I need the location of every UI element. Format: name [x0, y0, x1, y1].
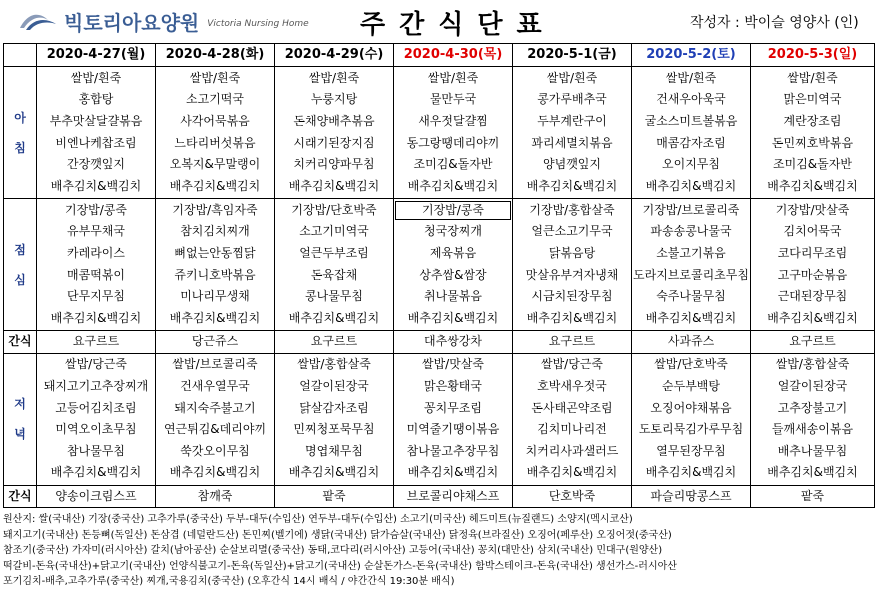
menu-item: 배추김치&백김치: [288, 178, 380, 193]
menu-item: 누룽지탕: [310, 92, 358, 107]
menu-item: 쌀밥/당근죽: [64, 357, 127, 372]
menu-item: 쌀밥/홍합살죽: [297, 357, 371, 372]
menu-item: 김치미나리전: [537, 422, 607, 437]
logo-wave-icon: [18, 8, 58, 34]
menu-item: 근대된장무침: [777, 289, 848, 304]
menu-item: 도라지브로콜리초무침: [633, 267, 749, 282]
menu-item: 콩나물무침: [305, 289, 363, 304]
menu-item: 배추김치&백김치: [526, 465, 618, 480]
menu-item: 콩가루배추국: [537, 92, 607, 107]
menu-item: 호박새우젓국: [537, 378, 607, 393]
menu-item: 배추김치&백김치: [169, 310, 261, 325]
menu-item: 소고기떡국: [186, 92, 244, 107]
menu-item: 단무지무침: [67, 289, 125, 304]
menu-item: 제육볶음: [429, 245, 477, 260]
dinner-cell-day-3: [394, 353, 513, 485]
menu-item: 배추김치&백김치: [645, 178, 737, 193]
menu-item: 돈사태곤약조림: [531, 400, 613, 415]
snack1-row: [4, 331, 875, 354]
menu-item: 기장밥/단호박죽: [291, 202, 377, 217]
logo-text: 빅토리아요양원: [64, 10, 200, 35]
menu-item: 맑은황태국: [424, 378, 482, 393]
menu-item: 배추김치&백김치: [767, 465, 858, 480]
snack1-cell-day-1: 당근쥬스: [156, 331, 275, 354]
menu-item: 미역줄기땡이볶음: [406, 422, 500, 437]
menu-item: 배추김치&백김치: [50, 178, 142, 193]
lunch-cell-day-0: [37, 199, 156, 331]
menu-item: 치커리사과샐러드: [525, 443, 619, 458]
snack2-cell-day-4: 단호박죽: [513, 485, 632, 508]
menu-item: 기장밥/맛살죽: [775, 202, 850, 217]
snack2-cell-day-6: 팥죽: [751, 485, 875, 508]
corner-cell: [4, 44, 37, 67]
menu-item: 꽁치무조림: [424, 400, 482, 415]
lunch-label: [4, 199, 37, 331]
menu-item: 쌀밥/단호박죽: [654, 357, 728, 372]
menu-item: 배추김치&백김치: [526, 310, 618, 325]
menu-item: 상추쌈&쌈장: [419, 267, 487, 282]
breakfast-cell-day-4: [513, 67, 632, 199]
menu-item: 건새우열무국: [180, 378, 250, 393]
menu-item: 배추김치&백김치: [50, 465, 142, 480]
menu-item: 김치어묵국: [783, 224, 842, 239]
menu-item: 건새우아욱국: [656, 92, 726, 107]
menu-item: 참나물무침: [67, 443, 125, 458]
menu-item: 돼지숙주불고기: [174, 400, 256, 415]
menu-item: 들깨새송이볶음: [771, 422, 854, 437]
note-line: 돼지고기(국내산) 돈등뼈(독일산) 돈삼겹 (네덜란드산) 돈민찌(벨기에) 생닭(국내산) 닭가슴살(국내산) 닭정육(브라질산) 오징어(페루산) 오징어젓(중국산): [3, 529, 672, 541]
menu-item: 쌀밥/흰죽: [70, 70, 122, 85]
snack2-row: [4, 485, 875, 508]
lunch-label-1: 점: [14, 242, 26, 257]
lunch-cell-day-1: [156, 199, 275, 331]
menu-table: [3, 43, 875, 508]
menu-item: 쌀밥/맛살죽: [421, 357, 484, 372]
menu-item: 배추김치&백김치: [645, 310, 737, 325]
menu-item: 굴소스미트볼볶음: [644, 113, 738, 128]
menu-item: 열무된장무침: [656, 443, 726, 458]
menu-item: 미역오이초무침: [55, 422, 137, 437]
menu-item: 치커리양파무침: [293, 157, 375, 172]
menu-item: 돈육잡채: [310, 267, 358, 282]
menu-item: 오이지무침: [662, 157, 720, 172]
menu-item: 오징어야채볶음: [650, 400, 732, 415]
menu-item: 맑은미역국: [783, 92, 842, 107]
menu-item: 순두부백탕: [662, 378, 720, 393]
menu-item: 민찌청포묵무침: [293, 422, 375, 437]
menu-item: 쌀밥/흰죽: [189, 70, 241, 85]
menu-item: 조미김&돌자반: [773, 157, 852, 172]
day-header-row: [4, 44, 875, 67]
dinner-cell-day-4: [513, 353, 632, 485]
menu-item: 연근튀김&데리야끼: [163, 422, 267, 437]
breakfast-cell-day-6: [751, 67, 875, 199]
lunch-cell-day-5: [632, 199, 751, 331]
day-header-2: 2020-4-29(수): [275, 44, 394, 67]
menu-item: 닭볶음탕: [548, 245, 596, 260]
menu-item: 고구마순볶음: [777, 267, 848, 282]
menu-item: 꽈리세멸치볶음: [531, 135, 613, 150]
menu-item: 쌀밥/당근죽: [540, 357, 603, 372]
lunch-cell-day-2: [275, 199, 394, 331]
menu-item: 청국장찌개: [424, 224, 482, 239]
menu-item: 참치김치찌개: [180, 224, 250, 239]
day-header-4: 2020-5-1(금): [513, 44, 632, 67]
snack2-label: 간식: [4, 485, 37, 508]
menu-item: 조미김&돌자반: [413, 157, 493, 172]
day-header-5: 2020-5-2(토): [632, 44, 751, 67]
breakfast-cell-day-0: [37, 67, 156, 199]
menu-item: 배추김치&백김치: [50, 310, 142, 325]
page-title: 주간식단표: [360, 10, 556, 40]
menu-item: 미나리무생채: [180, 289, 250, 304]
snack1-cell-day-5: 사과쥬스: [632, 331, 751, 354]
menu-item: 배추김치&백김치: [407, 465, 499, 480]
menu-item: 배추김치&백김치: [288, 310, 380, 325]
author-line: 작성자 : 박이슬 영양사 (인): [690, 15, 859, 31]
menu-item: 간장깻잎지: [67, 157, 125, 172]
header: [0, 0, 877, 42]
menu-item: 쌀밥/흰죽: [665, 70, 717, 85]
menu-item: 기장밥/콩죽: [394, 200, 512, 222]
menu-item: 매콤떡볶이: [67, 267, 125, 282]
menu-item: 계란장조림: [783, 113, 842, 128]
menu-item: 쑥갓오이무침: [180, 443, 250, 458]
lunch-cell-day-4: [513, 199, 632, 331]
note-line: 떡갈비-돈육(국내산)+닭고기(국내산) 언양식불고기-돈육(독일산)+닭고기(국내산) 순살돈가스-돈육(국내산) 함박스테이크-돈육(국내산) 생선가스-러시아산: [3, 560, 677, 572]
menu-item: 얼큰소고기무국: [531, 224, 613, 239]
menu-item: 새우젓달걀찜: [418, 113, 488, 128]
menu-item: 고추장불고기: [777, 400, 848, 415]
dinner-cell-day-1: [156, 353, 275, 485]
logo-subtext: Victoria Nursing Home: [207, 19, 309, 29]
menu-item: 숙주나물무침: [656, 289, 726, 304]
menu-item: 쌀밥/흰죽: [787, 70, 838, 85]
snack2-cell-day-1: 참깨죽: [156, 485, 275, 508]
snack1-label: 간식: [4, 331, 37, 354]
menu-item: 홍합탕: [78, 92, 114, 107]
snack2-cell-day-2: 팥죽: [275, 485, 394, 508]
dinner-row: [4, 353, 875, 485]
menu-item: 기장밥/홍합살죽: [529, 202, 615, 217]
menu-item: 동그랑땡데리야끼: [406, 135, 500, 150]
menu-item: 뼈없는안동찜닭: [174, 245, 256, 260]
menu-item: 물만두국: [429, 92, 477, 107]
day-header-1: 2020-4-28(화): [156, 44, 275, 67]
menu-item: 배추김치&백김치: [169, 178, 261, 193]
snack1-cell-day-4: 요구르트: [513, 331, 632, 354]
menu-item: 소고기미역국: [299, 224, 369, 239]
note-line: 참조기(중국산) 가자미(러시아산) 갈치(남아공산) 순살보리멸(중국산) 동태,코다리(러시아산) 고등어(국내산) 꽁치(대만산) 삼치(국내산) 민대구(원양산): [3, 545, 663, 556]
snack1-cell-day-2: 요구르트: [275, 331, 394, 354]
dinner-cell-day-5: [632, 353, 751, 485]
breakfast-cell-day-1: [156, 67, 275, 199]
menu-item: 유부무채국: [67, 224, 125, 239]
snack2-cell-day-0: 양송이크림스프: [37, 485, 156, 508]
snack1-cell-day-3: 대추쌍강차: [394, 331, 513, 354]
menu-item: 배추김치&백김치: [288, 465, 380, 480]
dinner-cell-day-0: [37, 353, 156, 485]
menu-item: 참나물고추장무침: [406, 443, 500, 458]
menu-item: 시래기된장지짐: [293, 135, 375, 150]
menu-item: 얼갈이된장국: [299, 378, 369, 393]
origin-notes: [3, 512, 874, 590]
dinner-label-1: 저: [14, 397, 26, 412]
dinner-label-2: 녁: [14, 427, 26, 442]
menu-item: 고등어김치조림: [55, 400, 137, 415]
note-line: 포기김치-배추,고추가루(중국산) 찌개,국용김치(중국산) (오후간식 14시 배식 / 야간간식 19:30분 배식): [3, 576, 455, 587]
menu-item: 취나물볶음: [424, 289, 482, 304]
menu-item: 시금치된장무침: [531, 289, 613, 304]
menu-item: 배추김치&백김치: [645, 465, 737, 480]
menu-item: 도토리묵김가루무침: [638, 422, 744, 437]
menu-item: 배추나물무침: [777, 443, 848, 458]
menu-item: 돼지고기고추장찌개: [43, 378, 149, 393]
day-header-3: 2020-4-30(목): [394, 44, 513, 67]
breakfast-label: [4, 67, 37, 199]
menu-item: 양념깻잎지: [543, 157, 601, 172]
menu-item: 닭살감자조림: [299, 400, 369, 415]
menu-item: 배추김치&백김치: [526, 178, 618, 193]
menu-item: 두부계란구이: [537, 113, 607, 128]
menu-item: 얼큰두부조림: [299, 245, 369, 260]
menu-item: 기장밥/브로콜리죽: [642, 202, 740, 217]
breakfast-cell-day-3: [394, 67, 513, 199]
day-header-0: 2020-4-27(월): [37, 44, 156, 67]
snack2-cell-day-3: 브로콜리야채스프: [394, 485, 513, 508]
menu-item: 매콤감자조림: [656, 135, 726, 150]
menu-item: 배추김치&백김치: [767, 310, 858, 325]
menu-item: 명엽채무침: [305, 443, 363, 458]
breakfast-label-1: 아: [14, 110, 26, 125]
menu-item: 쥬키니호박볶음: [174, 267, 256, 282]
menu-item: 쌀밥/흰죽: [427, 70, 479, 85]
menu-item: 오복지&무말랭이: [169, 157, 261, 172]
dinner-label: [4, 353, 37, 485]
menu-item: 돈채양배추볶음: [293, 113, 375, 128]
menu-item: 맛살유부겨자냉채: [525, 267, 619, 282]
menu-item: 배추김치&백김치: [169, 465, 261, 480]
menu-item: 쌀밥/흰죽: [308, 70, 360, 85]
day-header-6: 2020-5-3(일): [751, 44, 875, 67]
menu-item: 기장밥/콩죽: [64, 202, 127, 217]
menu-item: 사각어묵볶음: [180, 113, 250, 128]
lunch-label-2: 심: [14, 272, 26, 287]
breakfast-cell-day-2: [275, 67, 394, 199]
menu-item: 기장밥/흑임자죽: [172, 202, 258, 217]
menu-item: 파송송콩나물국: [650, 224, 732, 239]
note-line: 원산지: 쌀(국내산) 기장(중국산) 고추가루(중국산) 두부-대두(수입산) 연두부-대두(수입산) 소고기(미국산) 헤드미트(뉴질랜드) 소양지(멕시코산): [3, 514, 633, 525]
menu-item: 쌀밥/브로콜리죽: [172, 357, 258, 372]
menu-item: 느타리버섯볶음: [174, 135, 256, 150]
menu-item: 돈민찌호박볶음: [771, 135, 854, 150]
menu-item: 코다리무조림: [777, 245, 848, 260]
menu-item: 배추김치&백김치: [407, 178, 499, 193]
lunch-cell-day-3: [394, 199, 513, 331]
menu-item: 쌀밥/흰죽: [546, 70, 598, 85]
breakfast-label-2: 침: [14, 140, 26, 155]
menu-item: 배추김치&백김치: [407, 310, 499, 325]
dinner-cell-day-2: [275, 353, 394, 485]
menu-item: 비엔나케찹조림: [55, 135, 137, 150]
menu-item: 카레라이스: [67, 245, 125, 260]
menu-item: 쌀밥/홍합살죽: [775, 357, 850, 372]
menu-item: 배추김치&백김치: [767, 178, 858, 193]
dinner-cell-day-6: [751, 353, 875, 485]
menu-item: 얼갈이된장국: [777, 378, 848, 393]
snack1-cell-day-0: 요구르트: [37, 331, 156, 354]
menu-item: 부추맛살달걀볶음: [49, 113, 143, 128]
breakfast-row: [4, 67, 875, 199]
lunch-cell-day-6: [751, 199, 875, 331]
logo: [18, 6, 318, 36]
breakfast-cell-day-5: [632, 67, 751, 199]
lunch-row: [4, 199, 875, 331]
menu-item: 소불고기볶음: [656, 245, 726, 260]
snack2-cell-day-5: 파슬리땅콩스프: [632, 485, 751, 508]
snack1-cell-day-6: 요구르트: [751, 331, 875, 354]
